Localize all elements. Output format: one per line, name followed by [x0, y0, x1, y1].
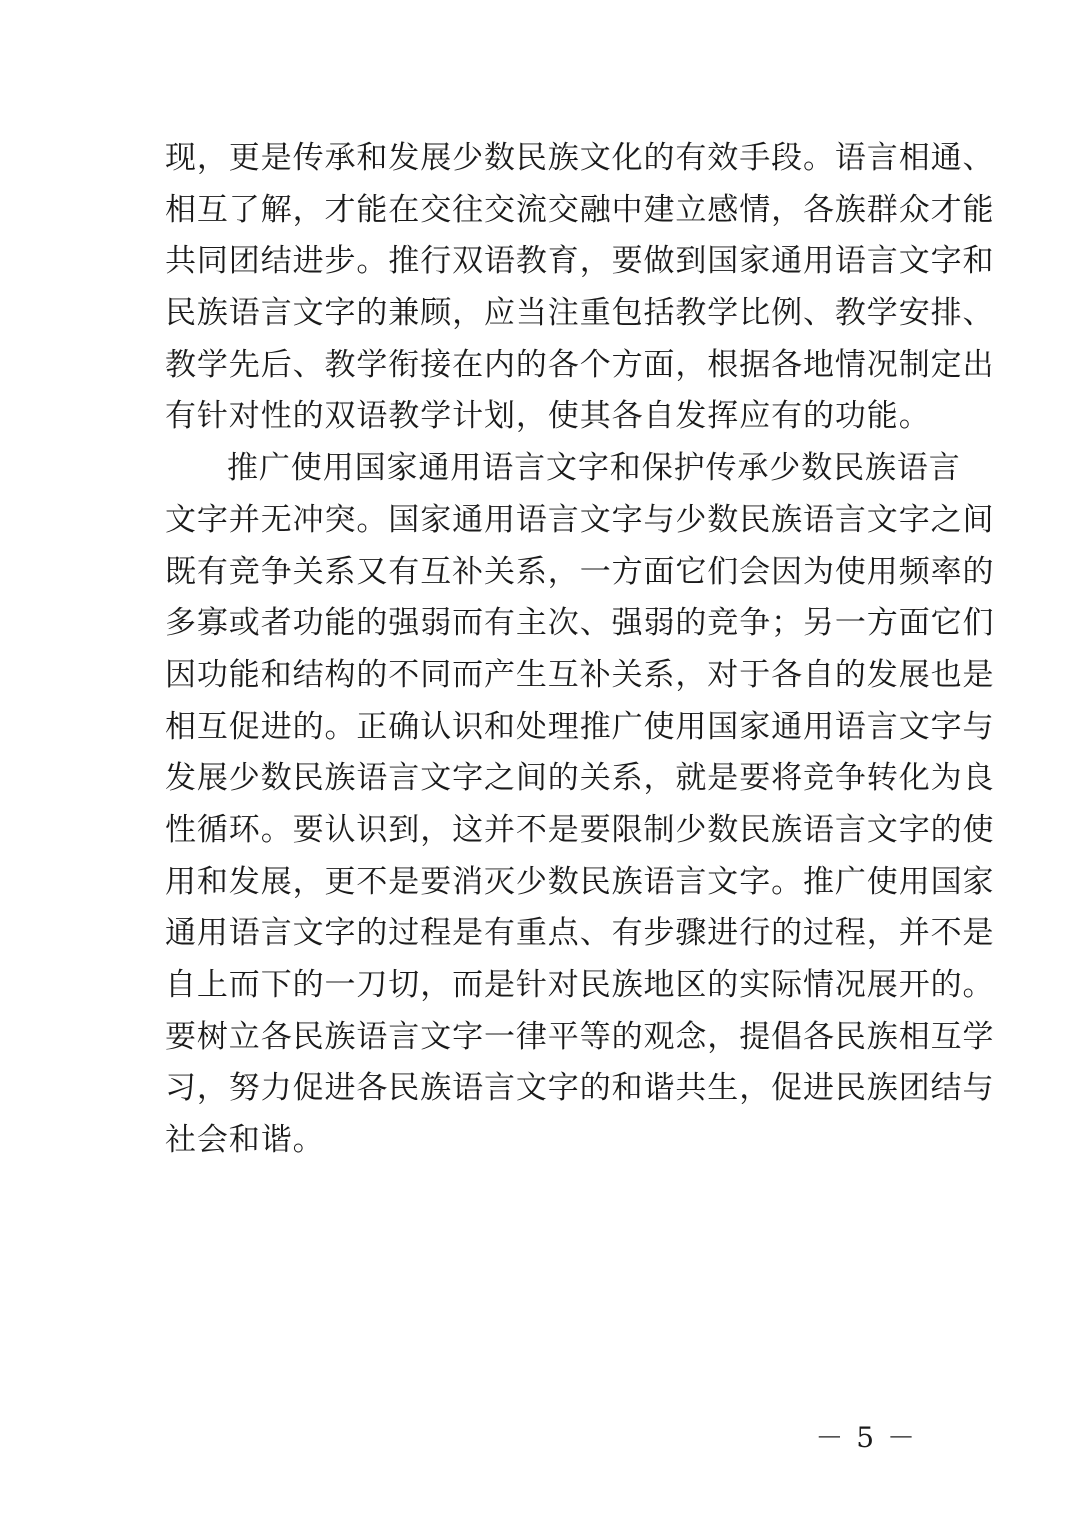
text-line: 教学先后、教学衔接在内的各个方面，根据各地情况制定出 — [165, 346, 995, 383]
text-line: 自上而下的一刀切，而是针对民族地区的实际情况展开的。 — [165, 967, 995, 1003]
text-line: 相互了解，才能在交往交流交融中建立感情，各族群众才能 — [165, 191, 995, 228]
text-line: 现，更是传承和发展少数民族文化的有效手段。语言相通、 — [165, 140, 995, 176]
text-line: 相互促进的。正确认识和处理推广使用国家通用语言文字与 — [165, 708, 995, 745]
text-line: 民族语言文字的兼顾，应当注重包括教学比例、教学安排、 — [165, 295, 995, 332]
body-text — [165, 133, 995, 1167]
text-line: 通用语言文字的过程是有重点、有步骤进行的过程，并不是 — [165, 915, 995, 952]
text-line: 要树立各民族语言文字一律平等的观念，提倡各民族相互学 — [165, 1018, 995, 1055]
text-line: 既有竞争关系又有互补关系，一方面它们会因为使用频率的 — [165, 553, 995, 590]
text-line: 因功能和结构的不同而产生互补关系，对于各自的发展也是 — [165, 656, 995, 693]
text-line-indented: 推广使用国家通用语言文字和保护传承少数民族语言 — [227, 450, 961, 487]
text-line: 文字并无冲突。国家通用语言文字与少数民族语言文字之间 — [165, 501, 995, 538]
text-line: 社会和谐。 — [165, 1122, 325, 1159]
text-line: 有针对性的双语教学计划，使其各自发挥应有的功能。 — [165, 398, 931, 435]
text-line: 用和发展，更不是要消灭少数民族语言文字。推广使用国家 — [165, 863, 995, 900]
text-line: 多寡或者功能的强弱而有主次、强弱的竞争；另一方面它们 — [165, 605, 995, 642]
page-number: － 5 － — [815, 1421, 917, 1454]
text-line: 共同团结进步。推行双语教育，要做到国家通用语言文字和 — [165, 243, 995, 280]
text-line: 发展少数民族语言文字之间的关系，就是要将竞争转化为良 — [165, 760, 995, 797]
text-line: 习，努力促进各民族语言文字的和谐共生，促进民族团结与 — [165, 1070, 995, 1107]
text-line: 性循环。要认识到，这并不是要限制少数民族语言文字的使 — [165, 811, 995, 848]
